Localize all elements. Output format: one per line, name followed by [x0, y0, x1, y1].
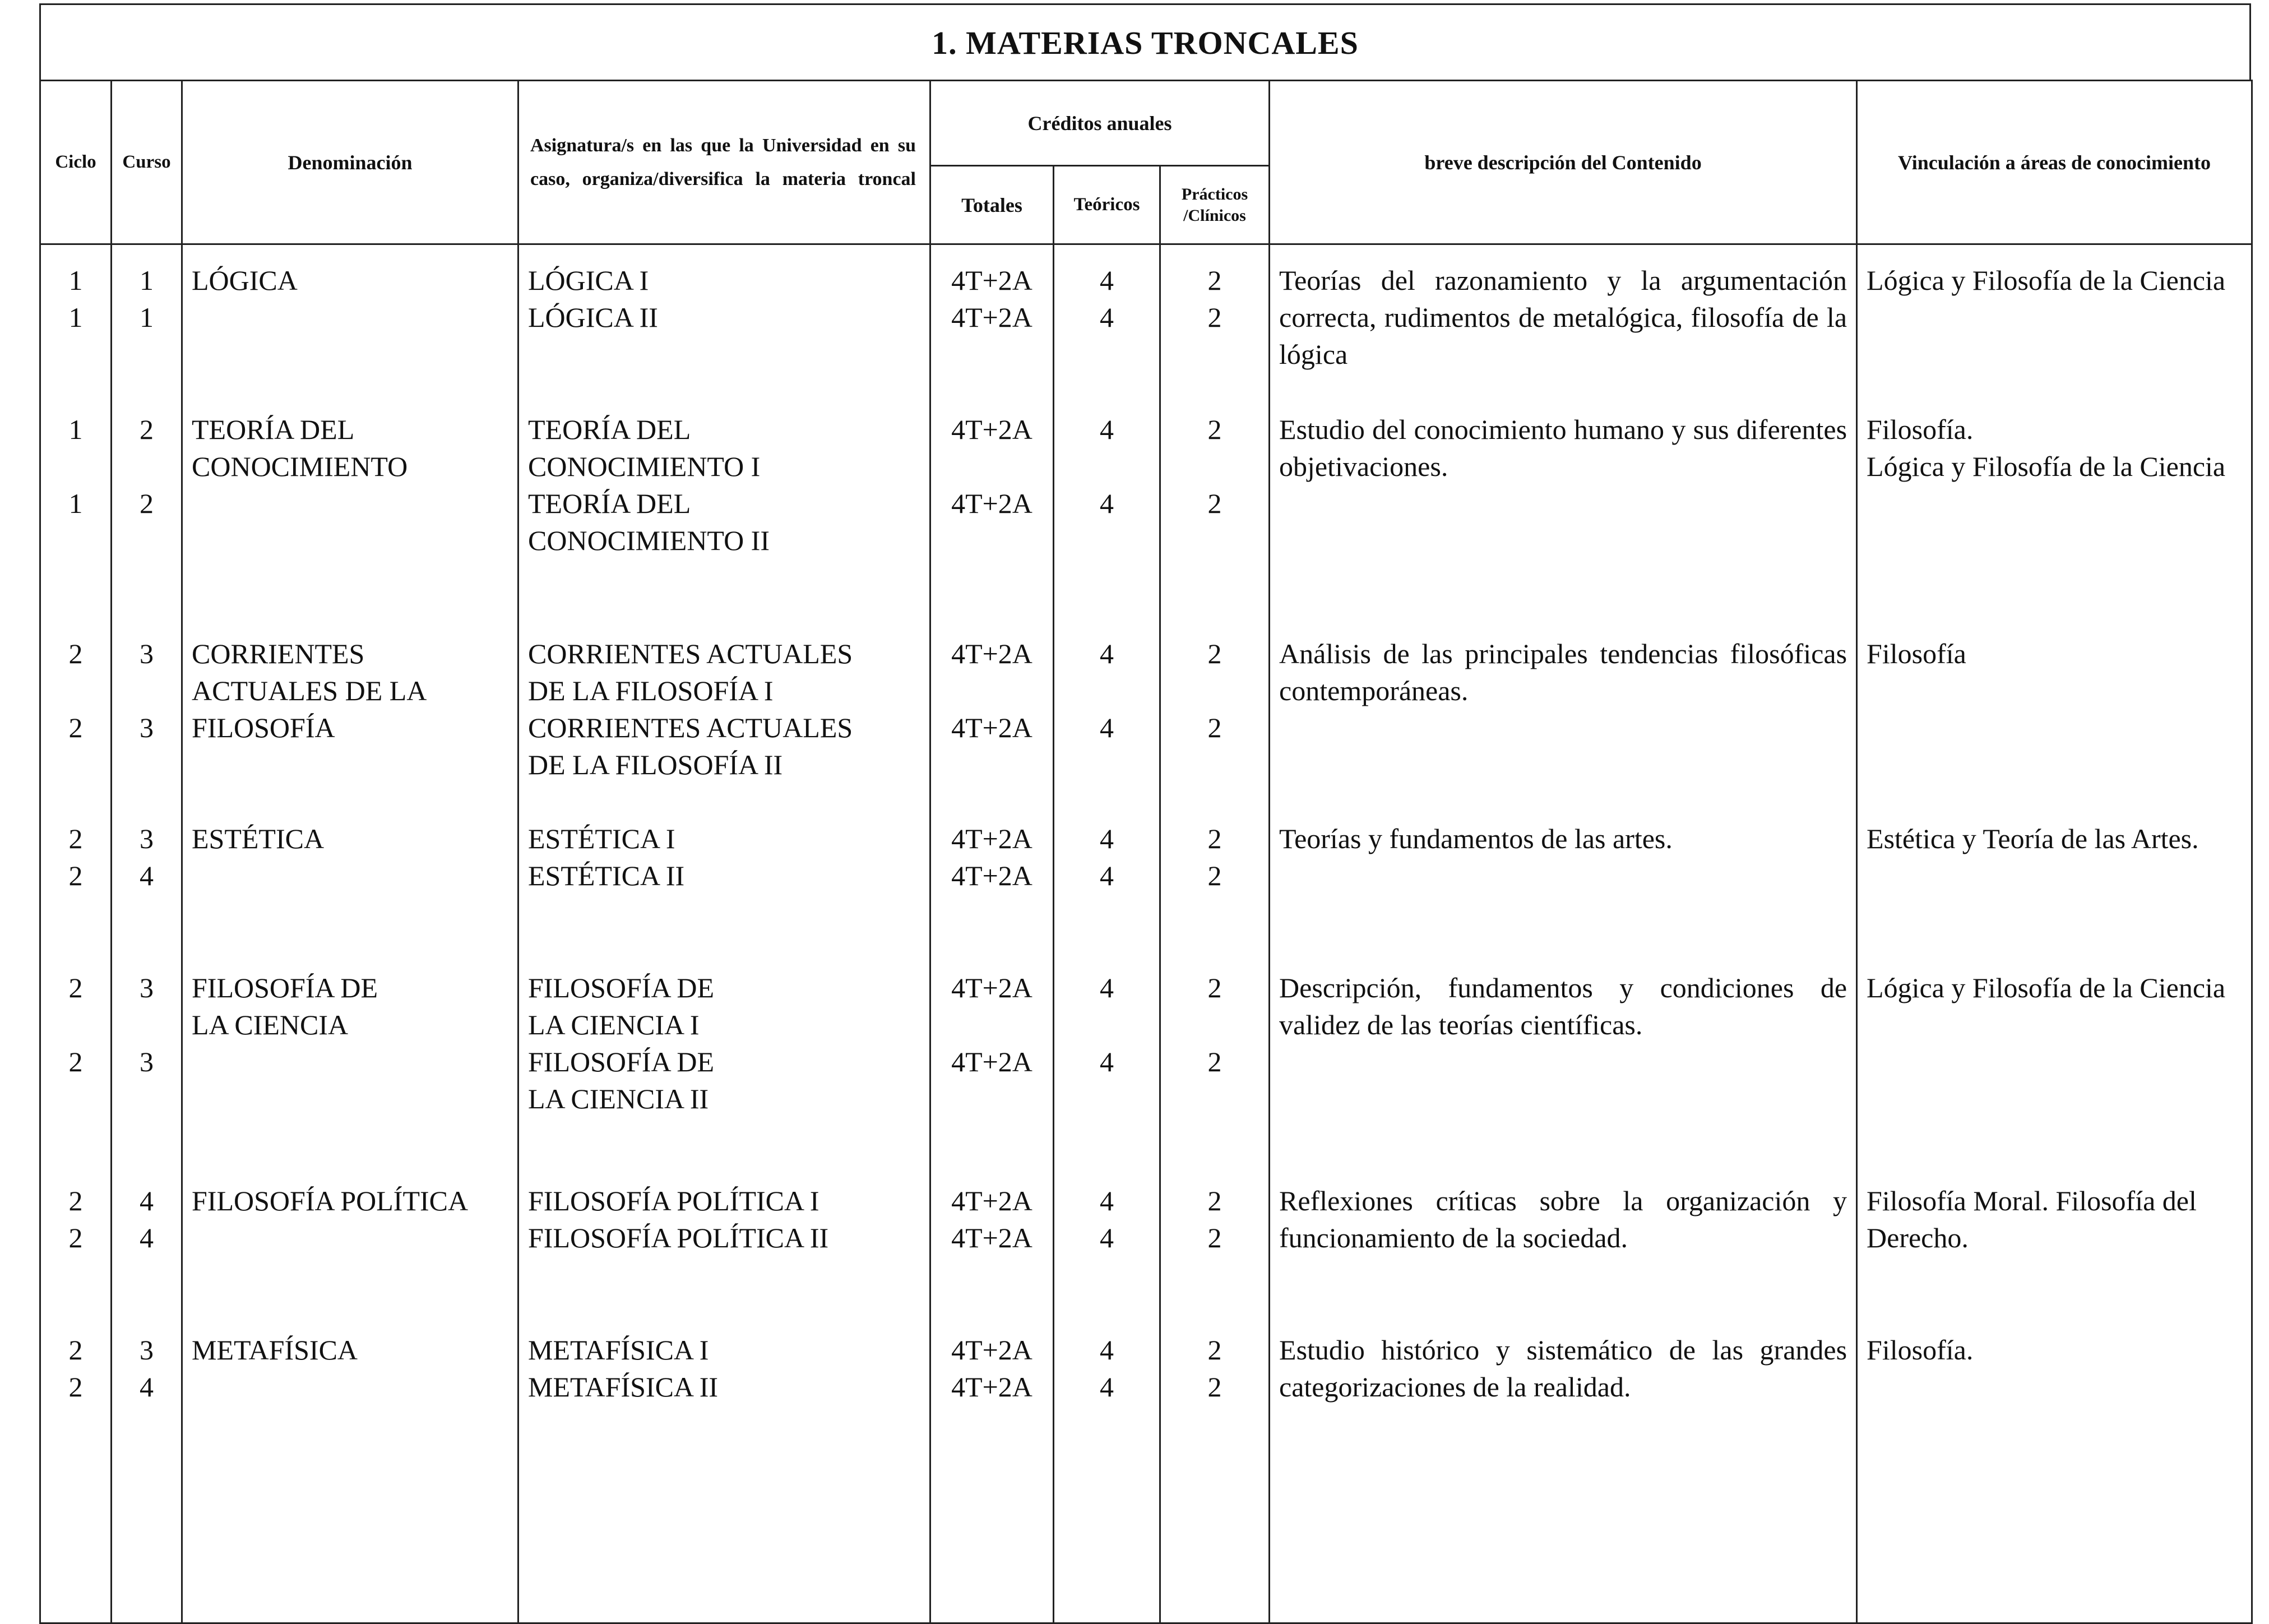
- curso-cell: 1 1: [112, 262, 182, 411]
- ciclo-cell: 1 1: [40, 262, 112, 411]
- denominacion-cell: CORRIENTES ACTUALES DE LA FILOSOFÍA: [182, 635, 518, 820]
- asignatura-cell: TEORÍA DEL CONOCIMIENTO I TEORÍA DEL CONOCIMIENTO II: [518, 411, 930, 635]
- denominacion-cell: LÓGICA: [182, 262, 518, 411]
- page-title: 1. MATERIAS TRONCALES: [39, 3, 2251, 80]
- practicos-cell: 2 2: [1160, 635, 1270, 820]
- practicos-cell: 2 2: [1160, 820, 1270, 969]
- asignatura-cell: CORRIENTES ACTUALES DE LA FILOSOFÍA I CORRIENTES ACTUALES DE LA FILOSOFÍA II: [518, 635, 930, 820]
- totales-cell: 4T+2A 4T+2A: [930, 1182, 1054, 1331]
- asignatura-cell: METAFÍSICA I METAFÍSICA II: [518, 1331, 930, 1623]
- header-denominacion: Denominación: [182, 81, 518, 244]
- header-totales: Totales: [930, 166, 1054, 244]
- totales-cell: 4T+2A 4T+2A: [930, 635, 1054, 820]
- curso-cell: 4 4: [112, 1182, 182, 1331]
- practicos-cell: 2 2: [1160, 262, 1270, 411]
- totales-cell: 4T+2A 4T+2A: [930, 1331, 1054, 1623]
- header-asignatura: Asignatura/s en las que la Universidad en su caso, organiza/diversifica la materia troncal: [518, 81, 930, 244]
- table-row: [40, 635, 2252, 820]
- totales-cell: 4T+2A 4T+2A: [930, 820, 1054, 969]
- teoricos-cell: 4 4: [1054, 820, 1160, 969]
- teoricos-cell: 4 4: [1054, 635, 1160, 820]
- totales-cell: 4T+2A 4T+2A: [930, 262, 1054, 411]
- table-row: [40, 1331, 2252, 1623]
- header-ciclo: Ciclo: [40, 81, 112, 244]
- header-descripcion: breve descripción del Contenido: [1270, 81, 1857, 244]
- document-page: [39, 3, 2253, 1594]
- practicos-cell: 2 2: [1160, 411, 1270, 635]
- totales-cell: 4T+2A 4T+2A: [930, 411, 1054, 635]
- teoricos-cell: 4 4: [1054, 1182, 1160, 1331]
- vinculacion-cell: Filosofía: [1857, 635, 2252, 820]
- teoricos-cell: 4 4: [1054, 262, 1160, 411]
- header-teoricos: Teóricos: [1054, 166, 1160, 244]
- denominacion-cell: FILOSOFÍA POLÍTICA: [182, 1182, 518, 1331]
- table-row: [40, 969, 2252, 1182]
- materias-table: [39, 80, 2253, 1624]
- curso-cell: 2 2: [112, 411, 182, 635]
- ciclo-cell: 2 2: [40, 1182, 112, 1331]
- curso-cell: 3 3: [112, 635, 182, 820]
- header-vinculacion: Vinculación a áreas de conocimiento: [1857, 81, 2252, 244]
- table-row: [40, 1182, 2252, 1331]
- vinculacion-cell: Filosofía.: [1857, 1331, 2252, 1623]
- descripcion-cell: Teorías y fundamentos de las artes.: [1270, 820, 1857, 969]
- descripcion-cell: Estudio histórico y sistemático de las grandes categorizaciones de la realidad.: [1270, 1331, 1857, 1623]
- denominacion-cell: FILOSOFÍA DE LA CIENCIA: [182, 969, 518, 1182]
- asignatura-cell: FILOSOFÍA POLÍTICA I FILOSOFÍA POLÍTICA II: [518, 1182, 930, 1331]
- curso-cell: 3 3: [112, 969, 182, 1182]
- descripcion-cell: Estudio del conocimiento humano y sus diferentes objetivaciones.: [1270, 411, 1857, 635]
- curso-cell: 3 4: [112, 1331, 182, 1623]
- asignatura-cell: ESTÉTICA I ESTÉTICA II: [518, 820, 930, 969]
- teoricos-cell: 4 4: [1054, 969, 1160, 1182]
- denominacion-cell: METAFÍSICA: [182, 1331, 518, 1623]
- ciclo-cell: 2 2: [40, 1331, 112, 1623]
- header-curso: Curso: [112, 81, 182, 244]
- vinculacion-cell: Filosofía. Lógica y Filosofía de la Ciencia: [1857, 411, 2252, 635]
- ciclo-cell: 2 2: [40, 969, 112, 1182]
- practicos-cell: 2 2: [1160, 969, 1270, 1182]
- vinculacion-cell: Filosofía Moral. Filosofía del Derecho.: [1857, 1182, 2252, 1331]
- ciclo-cell: 2 2: [40, 635, 112, 820]
- practicos-cell: 2 2: [1160, 1182, 1270, 1331]
- denominacion-cell: ESTÉTICA: [182, 820, 518, 969]
- descripcion-cell: Teorías del razonamiento y la argumentación correcta, rudimentos de metalógica, filosofía de la lógica: [1270, 262, 1857, 411]
- descripcion-cell: Descripción, fundamentos y condiciones de validez de las teorías científicas.: [1270, 969, 1857, 1182]
- totales-cell: 4T+2A 4T+2A: [930, 969, 1054, 1182]
- descripcion-cell: Reflexiones críticas sobre la organización y funcionamiento de la sociedad.: [1270, 1182, 1857, 1331]
- table-row: [40, 411, 2252, 635]
- table-row: [40, 820, 2252, 969]
- vinculacion-cell: Lógica y Filosofía de la Ciencia: [1857, 262, 2252, 411]
- asignatura-cell: FILOSOFÍA DE LA CIENCIA I FILOSOFÍA DE LA CIENCIA II: [518, 969, 930, 1182]
- curso-cell: 3 4: [112, 820, 182, 969]
- descripcion-cell: Análisis de las principales tendencias filosóficas contemporáneas.: [1270, 635, 1857, 820]
- asignatura-cell: LÓGICA I LÓGICA II: [518, 262, 930, 411]
- vinculacion-cell: Estética y Teoría de las Artes.: [1857, 820, 2252, 969]
- denominacion-cell: TEORÍA DEL CONOCIMIENTO: [182, 411, 518, 635]
- ciclo-cell: 1 1: [40, 411, 112, 635]
- teoricos-cell: 4 4: [1054, 411, 1160, 635]
- ciclo-cell: 2 2: [40, 820, 112, 969]
- table-row: [40, 262, 2252, 411]
- teoricos-cell: 4 4: [1054, 1331, 1160, 1623]
- header-creditos: Créditos anuales: [930, 81, 1270, 166]
- header-practicos: Prácticos /Clínicos: [1160, 166, 1270, 244]
- practicos-cell: 2 2: [1160, 1331, 1270, 1623]
- vinculacion-cell: Lógica y Filosofía de la Ciencia: [1857, 969, 2252, 1182]
